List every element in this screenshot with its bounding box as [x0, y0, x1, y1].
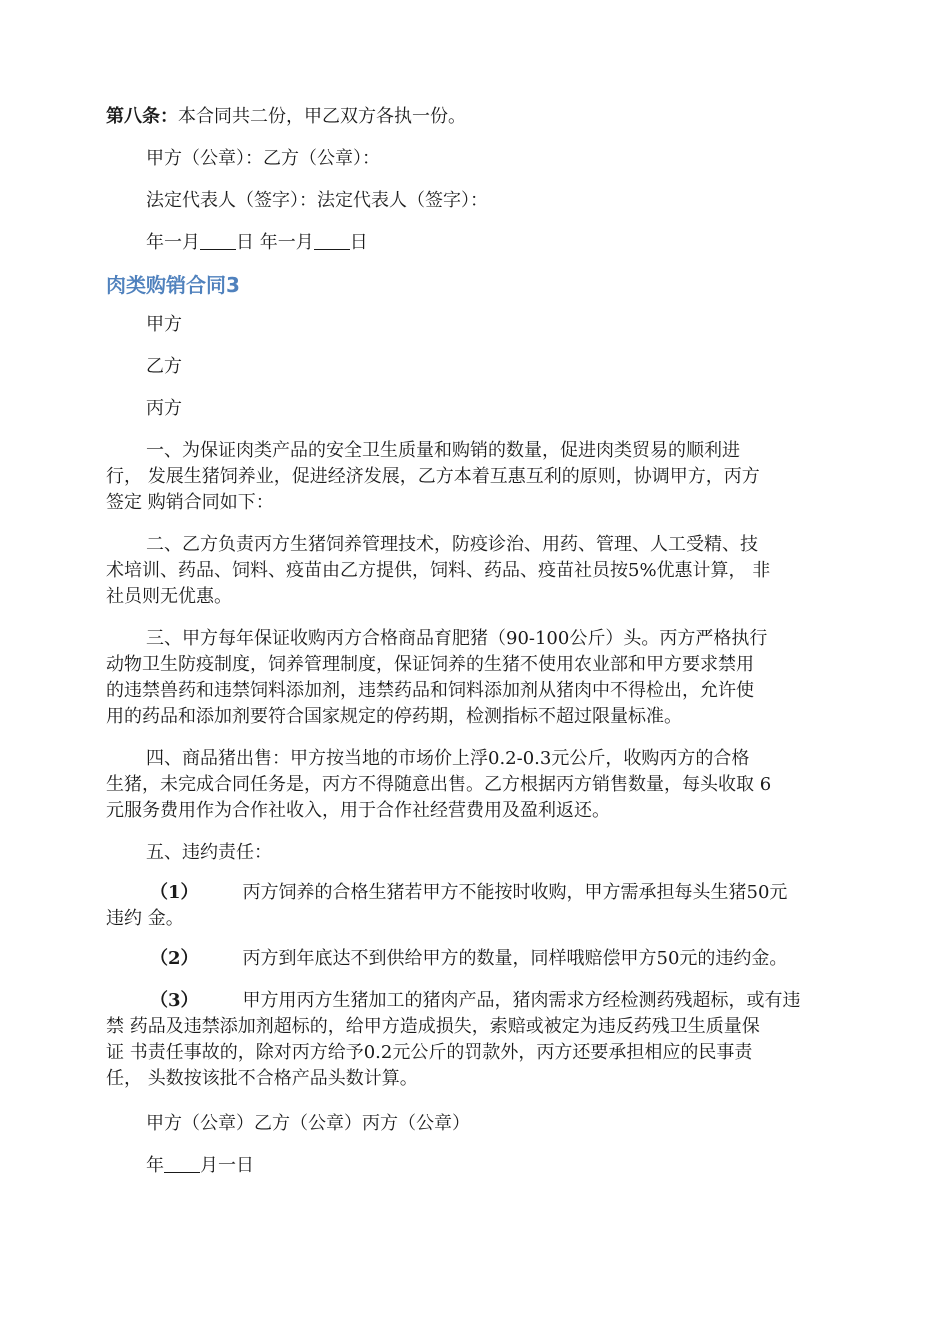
date-text-1: 年一月 — [146, 232, 200, 253]
section-heading: 肉类购销合同3 — [106, 273, 240, 297]
breach-item-3 — [150, 987, 801, 1015]
date-text-5: 月一日 — [200, 1155, 254, 1176]
clause5-title: 五、违约责任： — [146, 842, 272, 863]
article8-text: 本合同共二份，甲乙双方各执一份。 — [178, 106, 466, 127]
clause4-line: 生猪，未完成合同任务是，丙方不得随意出售。乙方根据丙方销售数量，每头收取 6 — [106, 774, 772, 795]
item-text: 丙方到年底达不到供给甲方的数量，同样哦赔偿甲方50元的违约金。 — [242, 948, 788, 969]
date-text-2: 日 年一月 — [236, 232, 314, 253]
breach-item-1-cont: 违约 金。 — [106, 908, 184, 929]
item-text: 丙方饲养的合格生猪若甲方不能按时收购，甲方需承担每头生猪50元 — [242, 882, 788, 903]
date-blank — [314, 248, 350, 250]
breach-item-2 — [150, 945, 787, 973]
breach-item-3-cont: 证 书责任事故的，除对丙方给予0.2元公斤的罚款外，丙方还要承担相应的民事责 — [106, 1042, 753, 1063]
breach-item-3-cont: 禁 药品及违禁添加剂超标的，给甲方造成损失，索赔或被定为违反药残卫生质量保 — [106, 1016, 760, 1037]
party-a: 甲方 — [146, 314, 182, 335]
clause2-line: 术培训、药品、饲料、疫苗由乙方提供，饲料、药品、疫苗社员按5%优惠计算， 非 — [106, 560, 771, 581]
date-line-2 — [146, 1152, 254, 1180]
clause1-line: 一、为保证肉类产品的安全卫生质量和购销的数量，促进肉类贸易的顺利进 — [146, 440, 740, 461]
date-text-3: 日 — [349, 232, 368, 253]
clause2-line: 二、乙方负责丙方生猪饲养管理技术，防疫诊治、用药、管理、人工受精、技 — [146, 534, 758, 555]
breach-item-1 — [150, 879, 787, 907]
clause3-line: 的违禁兽药和违禁饲料添加剂，违禁药品和饲料添加剂从猪肉中不得检出，允许使 — [106, 680, 754, 701]
signature-line-1: 甲方（公章）：乙方（公章）： — [146, 148, 380, 169]
clause3-line: 三、甲方每年保证收购丙方合格商品育肥猪（90-100公斤）头。丙方严格执行 — [146, 628, 768, 649]
item-number: （3） — [150, 990, 199, 1011]
clause3-line: 动物卫生防疫制度，饲养管理制度，保证饲养的生猪不使用农业部和甲方要求禁用 — [106, 654, 754, 675]
party-c: 丙方 — [146, 398, 182, 419]
signature-line-2: 法定代表人（签字）：法定代表人（签字）： — [146, 190, 488, 211]
clause1-line: 行， 发展生猪饲养业，促进经济发展，乙方本着互惠互利的原则，协调甲方，丙方 — [106, 466, 760, 487]
clause4-line: 四、商品猪出售：甲方按当地的市场价上浮0.2-0.3元公斤，收购丙方的合格 — [146, 748, 750, 769]
clause3-line: 用的药品和添加剂要符合国家规定的停药期，检测指标不超过限量标准。 — [106, 706, 682, 727]
date-text-4: 年 — [146, 1155, 164, 1176]
date-line-1 — [146, 229, 368, 257]
signature-line-3: 甲方（公章）乙方（公章）丙方（公章） — [146, 1113, 470, 1134]
article8-line — [106, 103, 466, 131]
article8-label: 第八条： — [106, 106, 178, 127]
clause4-line: 元服务费用作为合作社收入，用于合作社经营费用及盈利返还。 — [106, 800, 610, 821]
clause2-line: 社员则无优惠。 — [106, 586, 232, 607]
date-blank — [200, 248, 236, 250]
breach-item-3-cont: 任， 头数按该批不合格产品头数计算。 — [106, 1068, 418, 1089]
clause1-line: 签定 购销合同如下： — [106, 492, 274, 513]
item-number: （2） — [150, 948, 199, 969]
party-b: 乙方 — [146, 356, 182, 377]
date-blank — [164, 1171, 200, 1173]
item-number: （1） — [150, 882, 199, 903]
item-text: 甲方用丙方生猪加工的猪肉产品，猪肉需求方经检测药残超标，或有违 — [242, 990, 801, 1011]
